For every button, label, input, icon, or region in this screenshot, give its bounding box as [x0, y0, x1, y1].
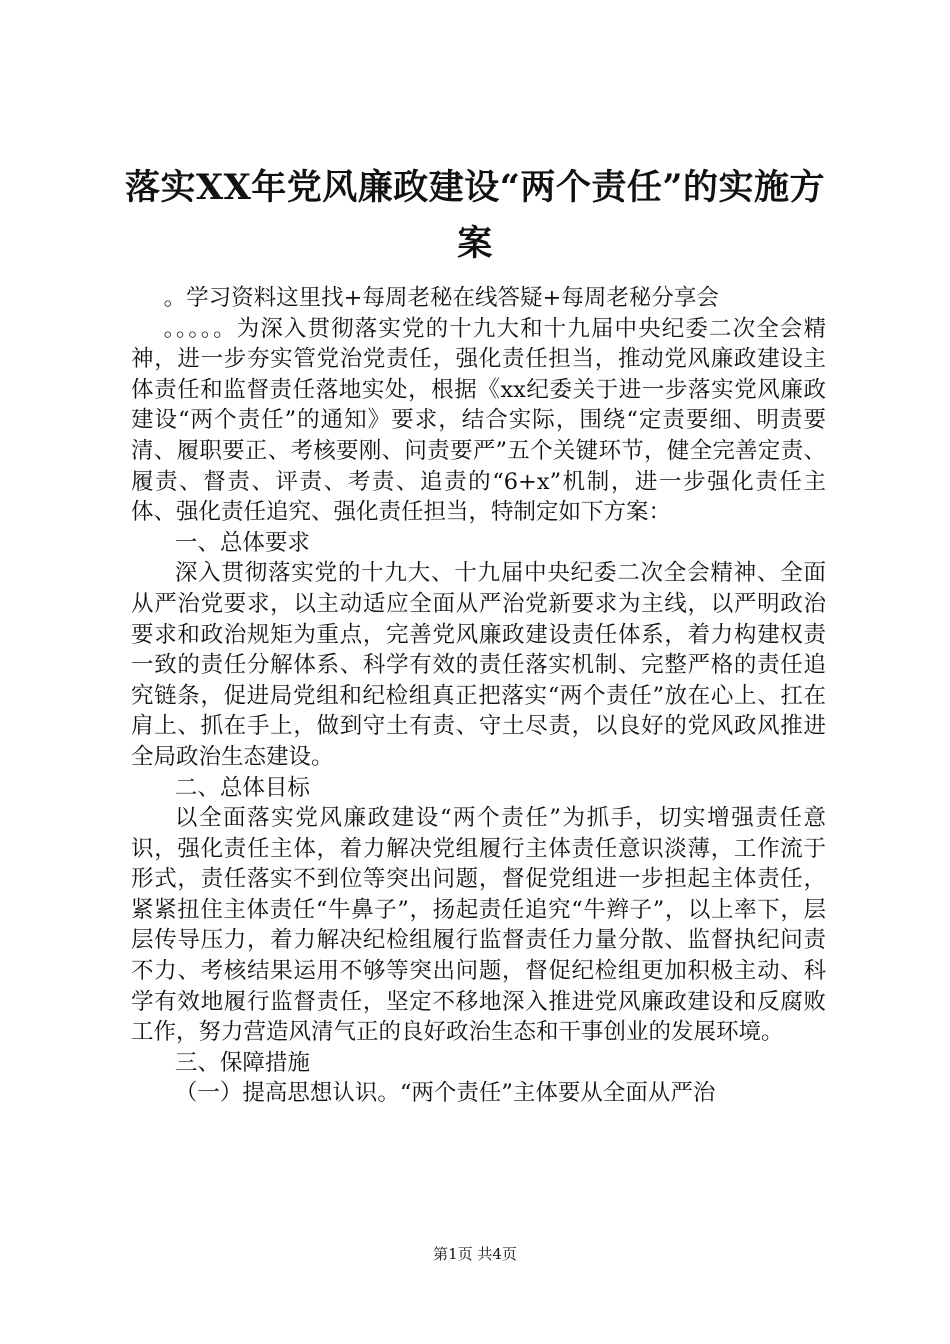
- document-body: [131, 283, 826, 1109]
- page-footer: 第1页 共4页: [433, 1245, 517, 1263]
- preamble-paragraph: 。。。。。为深入贯彻落实党的十九大和十九届中央纪委二次全会精神，进一步夯实管党治党责任，强化责任担当，推动党风廉政建设主体责任和监督责任落地实处，根据《xx纪委关于进一步落实党风廉政建设“两个责任”的通知》要求，结合实际，围绕“定责要细、明责要清、履职要正、考核要刚、问责要严”五个关键环节，健全完善定责、履责、督责、评责、考责、追责的“6+x”机制，进一步强化责任主体、强化责任追究、强化责任担当，特制定如下方案：: [131, 315, 826, 526]
- section-paragraph-2: 以全面落实党风廉政建设“两个责任”为抓手，切实增强责任意识，强化责任主体，着力解决党组履行主体责任意识淡薄，工作流于形式，责任落实不到位等突出问题，督促党组进一步担起主体责任，紧紧扭住主体责任“牛鼻子”，扬起责任追究“牛辫子”，以上率下，层层传导压力，着力解决纪检组履行监督责任力量分散、监督执纪问责不力、考核结果运用不够等突出问题，督促纪检组更加积极主动、科学有效地履行监督责任，坚定不移地深入推进党风廉政建设和反腐败工作，努力营造风清气正的良好政治生态和干事创业的发展环境。: [131, 805, 826, 1046]
- section-heading-1: 一、总体要求: [174, 529, 310, 556]
- intro-line: 。学习资料这里找+每周老秘在线答疑+每周老秘分享会: [163, 285, 719, 311]
- section-heading-2: 二、总体目标: [174, 774, 310, 801]
- section-paragraph-1: 深入贯彻落实党的十九大、十九届中央纪委二次全会精神、全面从严治党要求，以主动适应全面从严治党新要求为主线，以严明政治要求和政治规矩为重点，完善党风廉政建设责任体系，着力构建权责一致的责任分解体系、科学有效的责任落实机制、完整严格的责任追究链条，促进局党组和纪检组真正把落实“两个责任”放在心上、扛在肩上、抓在手上，做到守土有责、守土尽责，以良好的党风政风推进全局政治生态建设。: [131, 560, 826, 770]
- subsection-paragraph-1: （一）提高思想认识。“两个责任”主体要从全面从严治: [174, 1080, 716, 1107]
- document-title: 落实XX年党风廉政建设“两个责任”的实施方案: [124, 167, 826, 264]
- section-heading-3: 三、保障措施: [174, 1049, 310, 1076]
